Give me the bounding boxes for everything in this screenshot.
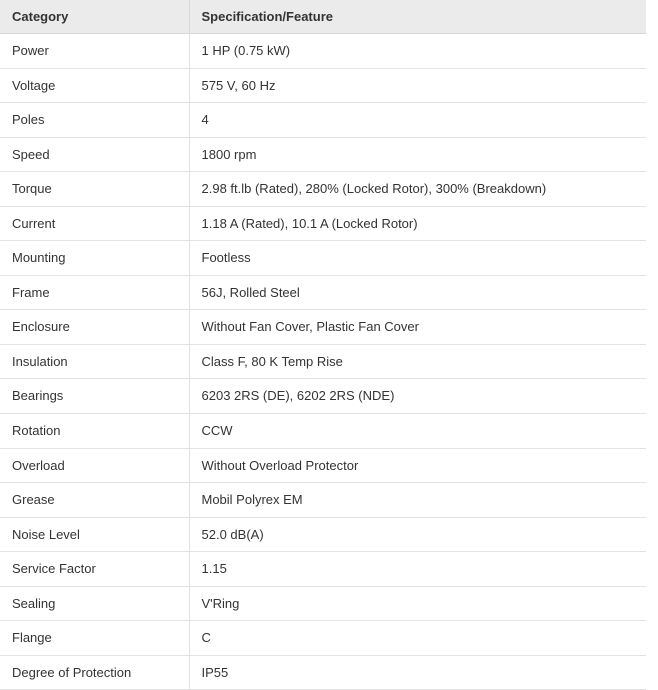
cell-specification: Footless <box>189 241 646 276</box>
cell-category: Insulation <box>0 344 189 379</box>
table-row <box>0 379 646 414</box>
table-row <box>0 172 646 207</box>
cell-specification: 4 <box>189 103 646 138</box>
cell-specification: IP55 <box>189 655 646 690</box>
cell-category: Current <box>0 206 189 241</box>
table-row <box>0 137 646 172</box>
table-row <box>0 655 646 690</box>
table-row <box>0 448 646 483</box>
cell-specification: Class F, 80 K Temp Rise <box>189 344 646 379</box>
cell-category: Degree of Protection <box>0 655 189 690</box>
cell-category: Poles <box>0 103 189 138</box>
cell-specification: 52.0 dB(A) <box>189 517 646 552</box>
table-row <box>0 68 646 103</box>
cell-specification: C <box>189 621 646 656</box>
cell-specification: Without Fan Cover, Plastic Fan Cover <box>189 310 646 345</box>
cell-category: Grease <box>0 483 189 518</box>
cell-category: Enclosure <box>0 310 189 345</box>
table-header <box>0 0 646 34</box>
cell-category: Sealing <box>0 586 189 621</box>
cell-category: Speed <box>0 137 189 172</box>
cell-category: Power <box>0 34 189 69</box>
table-row <box>0 344 646 379</box>
cell-specification: V'Ring <box>189 586 646 621</box>
cell-specification: 1.18 A (Rated), 10.1 A (Locked Rotor) <box>189 206 646 241</box>
cell-specification: CCW <box>189 414 646 449</box>
table-row <box>0 517 646 552</box>
cell-specification: 1.15 <box>189 552 646 587</box>
table-row <box>0 483 646 518</box>
cell-category: Voltage <box>0 68 189 103</box>
cell-category: Overload <box>0 448 189 483</box>
cell-category: Flange <box>0 621 189 656</box>
table-row <box>0 241 646 276</box>
cell-specification: 575 V, 60 Hz <box>189 68 646 103</box>
cell-category: Service Factor <box>0 552 189 587</box>
table-row <box>0 586 646 621</box>
table-row <box>0 310 646 345</box>
table-row <box>0 552 646 587</box>
table-row <box>0 621 646 656</box>
cell-category: Bearings <box>0 379 189 414</box>
cell-category: Noise Level <box>0 517 189 552</box>
column-header-specification: Specification/Feature <box>189 0 646 34</box>
cell-specification: 6203 2RS (DE), 6202 2RS (NDE) <box>189 379 646 414</box>
column-header-category: Category <box>0 0 189 34</box>
table-body <box>0 34 646 690</box>
table-row <box>0 206 646 241</box>
cell-specification: Without Overload Protector <box>189 448 646 483</box>
cell-category: Rotation <box>0 414 189 449</box>
cell-specification: 2.98 ft.lb (Rated), 280% (Locked Rotor), 300% (Breakdown) <box>189 172 646 207</box>
cell-category: Mounting <box>0 241 189 276</box>
cell-specification: 1 HP (0.75 kW) <box>189 34 646 69</box>
table-row <box>0 275 646 310</box>
cell-category: Frame <box>0 275 189 310</box>
cell-specification: 56J, Rolled Steel <box>189 275 646 310</box>
table-row <box>0 414 646 449</box>
cell-specification: 1800 rpm <box>189 137 646 172</box>
cell-category: Torque <box>0 172 189 207</box>
table-header-row <box>0 0 646 34</box>
cell-specification: Mobil Polyrex EM <box>189 483 646 518</box>
table-row <box>0 34 646 69</box>
table-row <box>0 103 646 138</box>
